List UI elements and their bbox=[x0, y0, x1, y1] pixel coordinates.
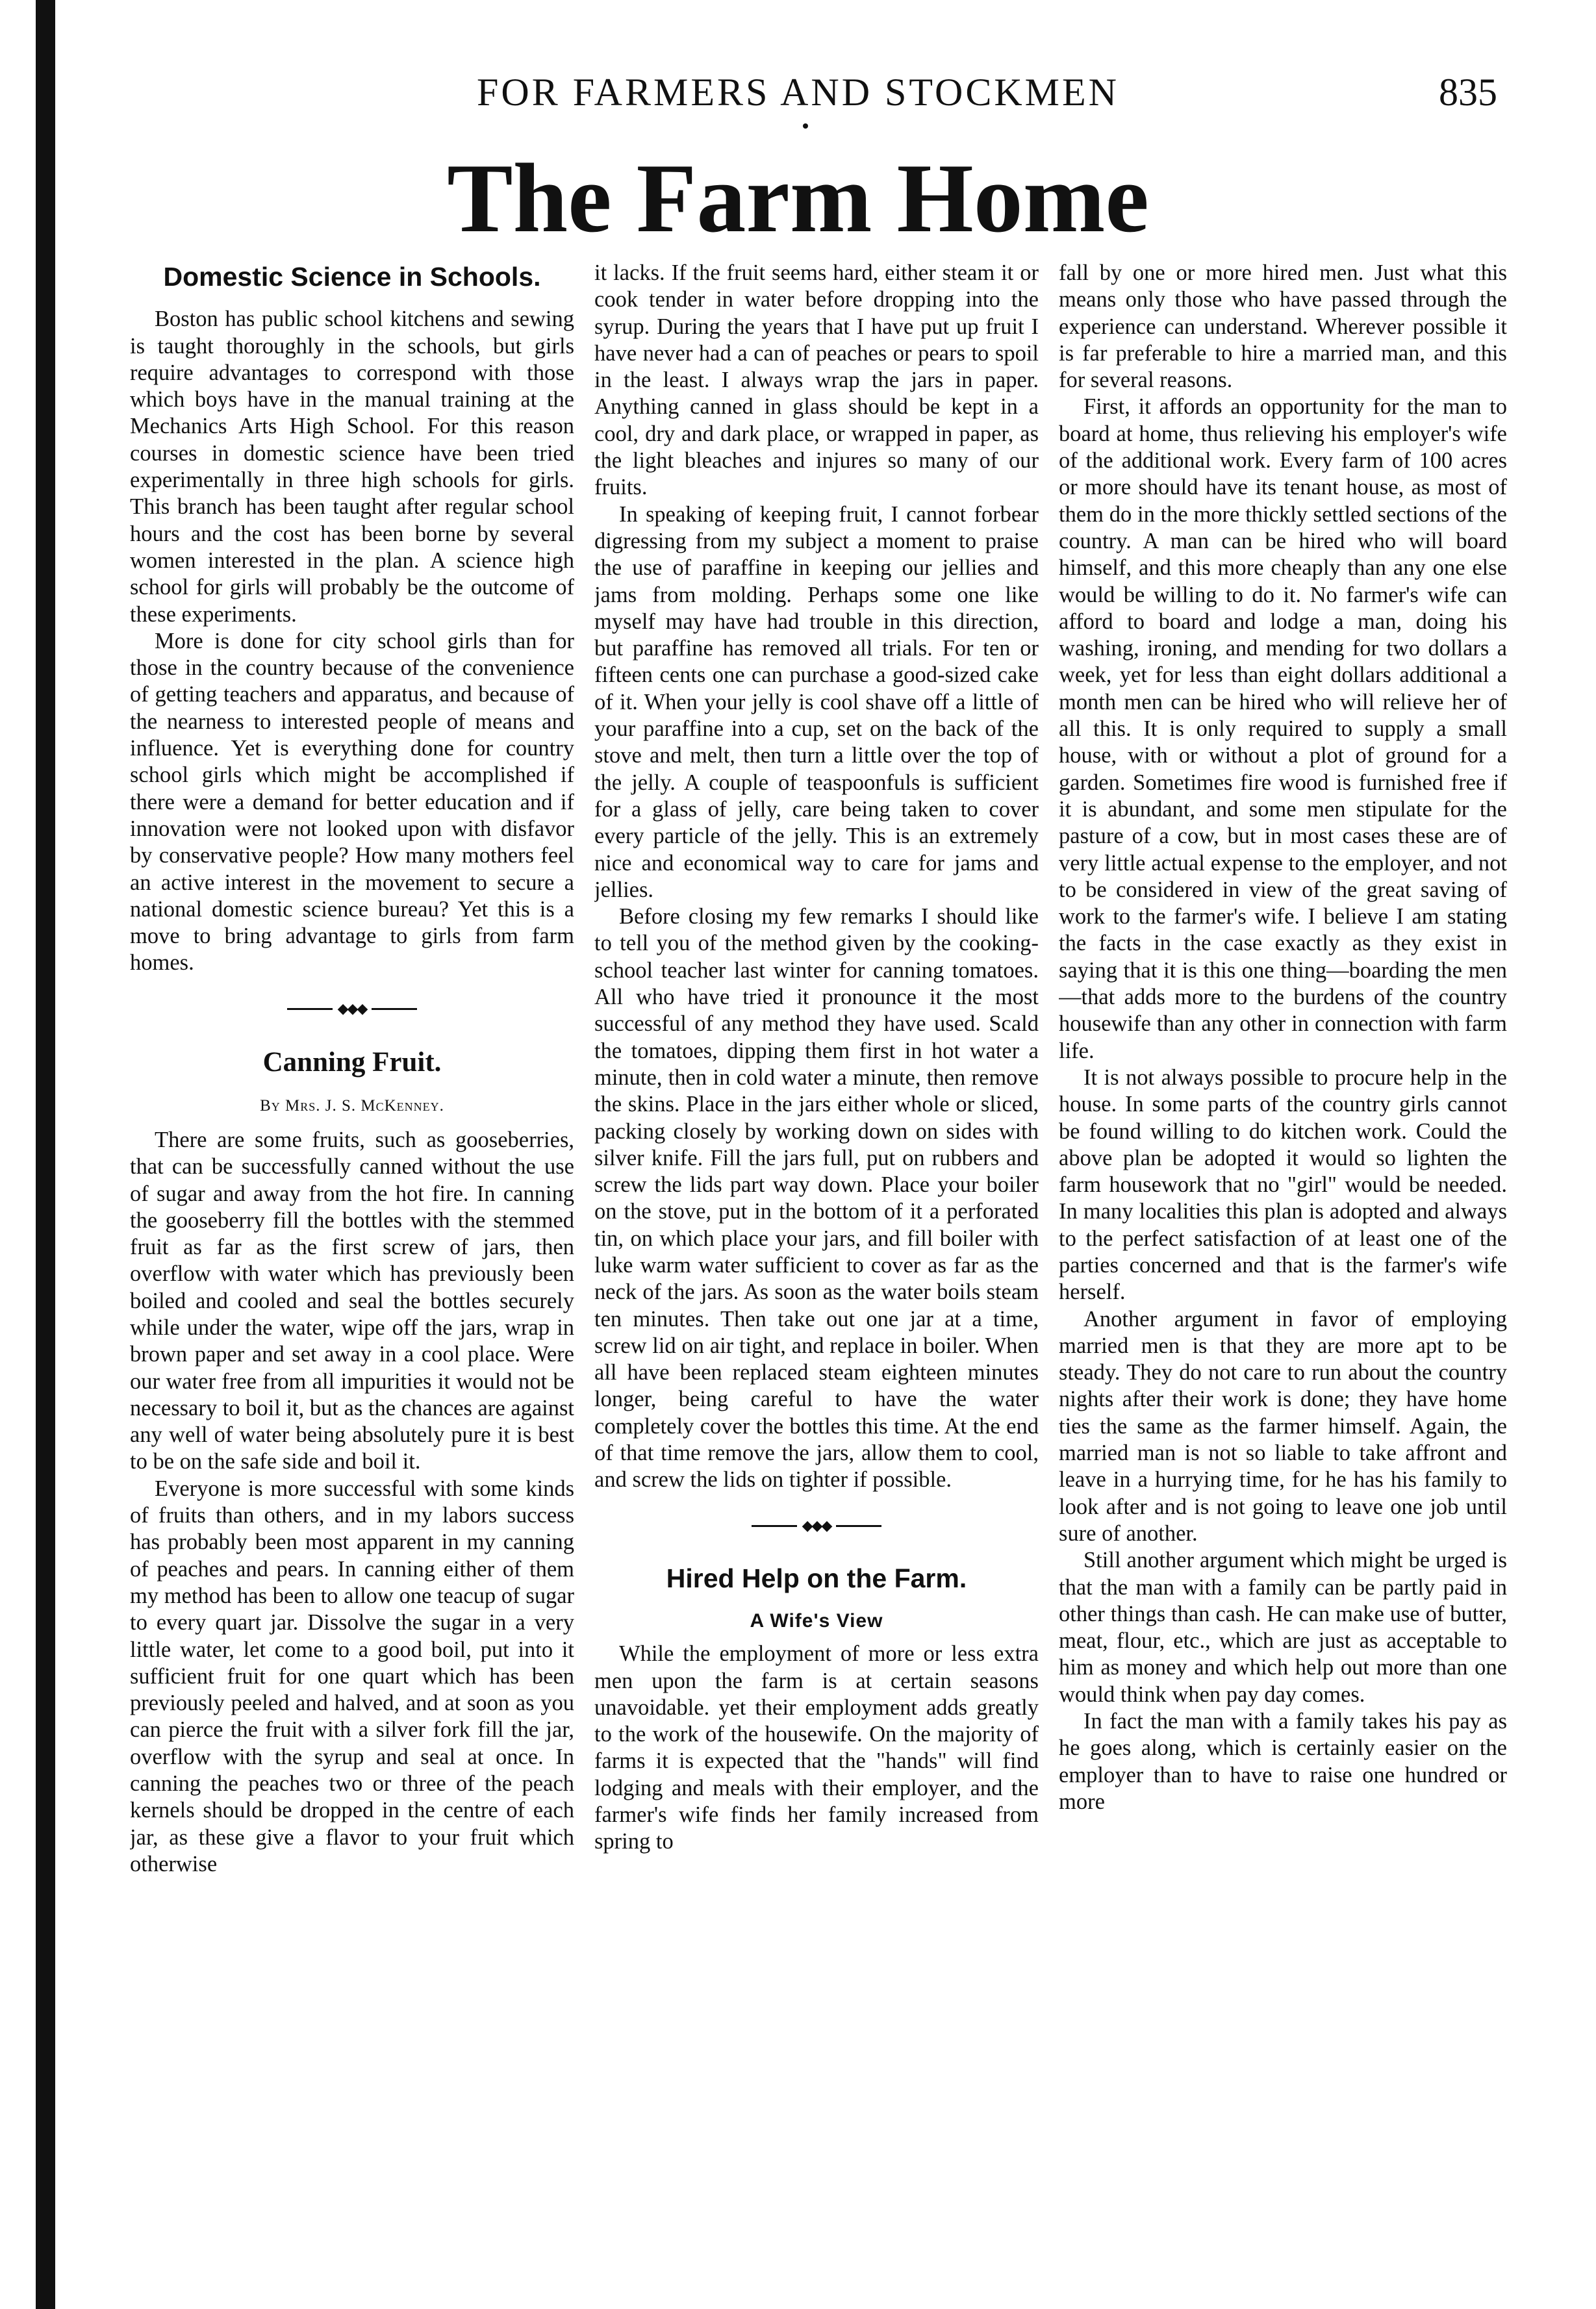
separator-ornament: ◆◆◆ bbox=[333, 999, 372, 1018]
page-number: 835 bbox=[1439, 71, 1497, 114]
binding-edge bbox=[36, 0, 55, 2309]
paragraph: Everyone is more successful with some kinds of fruits than others, and in my labors success has probably been most apparent in my canning of peaches and pears. In canning either of them my method has been to allow one teacup of sugar to every quart jar. Dissolve the sugar in a very little water, let come to a good boil, put into it sufficient fruit for one quart which has been previously peeled and halved, and at soon as you can pierce the fruit with a silver fork fill the jar, overflow with the syrup and seal at once. In canning the peaches two or three of the peach kernels should be dropped in the centre of each jar, as these give a flavor to your fruit which otherwise bbox=[130, 1476, 574, 1876]
paragraph: More is done for city school girls than for those in the country because of the convenience of getting teachers and apparatus, and because of the nearness to interested people of means and influence. Yet is everything done for country school girls which might be accomplished if there were a demand for better education and if innovation were not looked upon with disfavor by conservative people? How many mothers feel an active interest in the movement to secure a national domestic science bureau? Yet this is a move to bring advantage to girls from farm homes. bbox=[130, 628, 574, 976]
article-byline: By Mrs. J. S. McKenney. bbox=[260, 1096, 444, 1115]
section-separator bbox=[594, 1513, 1039, 1539]
paragraph: Boston has public school kitchens and sewing is taught thoroughly in the schools, but girls require advantages to correspond with those which boys have in the manual training at the Mechanics Arts High School. For this reason courses in domestic science have been tried experimentally in three high schools for girls. This branch has been taught after regular school hours and the cost has been borne by several women interested in the plan. A science high school for girls will probably be the outcome of these experiments. bbox=[130, 307, 574, 627]
paragraph: It is not always possible to procure help in the house. In some parts of the country girls cannot be found willing to do kitchen work. Could the above plan be adopted it would so lighten the farm housework that no "girl" would be needed. In many localities this plan is adopted and always to the perfect satisfaction of at least one of the parties concerned and that is the farmer's wife herself. bbox=[1059, 1065, 1507, 1305]
paragraph-continued: fall by one or more hired men. Just what this means only those who have passed through the experience can understand. Wherever possible it is far preferable to hire a married man, and this for several reasons. bbox=[1059, 260, 1507, 393]
header-dot bbox=[803, 123, 808, 129]
running-head: FOR FARMERS AND STOCKMEN bbox=[477, 71, 1119, 114]
separator-ornament: ◆◆◆ bbox=[797, 1516, 836, 1535]
paragraph-continued: it lacks. If the fruit seems hard, either steam it or cook tender in water before dropping into the syrup. During the years that I have put up fruit I have never had a can of peaches or pears to spoil in the least. I always wrap the jars in paper. Anything canned in glass should be kept in a cool, dry and dark place, or wrapped in paper, as the light bleaches and injures so many of our fruits. bbox=[594, 260, 1039, 500]
paragraph: Still another argument which might be urged is that the man with a family can be partly paid in other things than cash. He can make use of butter, meat, flour, etc., which are just as acceptable to him as money and which help out more than one would think when pay day comes. bbox=[1059, 1548, 1507, 1707]
section-separator bbox=[130, 996, 574, 1022]
paragraph: Before closing my few remarks I should like to tell you of the method given by the cooking-school teacher last winter for canning tomatoes. All who have tried it pronounce it the most successful of any method they have used. Scald the tomatoes, dipping them first in hot water a minute, then in cold water a minute, then remove the skins. Place in the jars either whole or sliced, packing closely by working down on sides with silver knife. Fill the jars full, put on rubbers and screw the lids part way down. Place your boiler on the stove, put in the bottom of it a perforated tin, on which place your jars, and fill boiler with luke warm water sufficient to cover as far as the neck of the jars. As soon as the water boils steam ten minutes. Then take out one jar at a time, screw lid on air tight, and replace in boiler. When all have been replaced steam eighteen minutes longer, being careful to have the water completely cover the bottles this time. At the end of that time remove the jars, allow them to cool, and screw the lids on tighter if possible. bbox=[594, 904, 1039, 1493]
column-2 bbox=[594, 260, 1039, 2273]
page-title: The Farm Home bbox=[447, 144, 1149, 253]
paragraph: In speaking of keeping fruit, I cannot forbear digressing from my subject a moment to praise the use of paraffine in keeping our jellies and jams from molding. Perhaps some one like myself may have had trouble in this direction, but paraffine has removed all trials. For ten or fifteen cents one can purchase a good-sized cake of it. When your jelly is cool shave off a little of your paraffine into a cup, set on the back of the stove and melt, then turn a little over the top of the jelly. A couple of teaspoonfuls is sufficient for a glass of jelly, care being taken to cover every particle of the jelly. This is an extremely nice and economical way to care for jams and jellies. bbox=[594, 501, 1039, 902]
article-heading-domestic-science: Domestic Science in Schools. bbox=[163, 262, 541, 292]
article-subheading: A Wife's View bbox=[750, 1609, 883, 1632]
paragraph: While the employment of more or less extra men upon the farm is at certain seasons unavoidable. yet their employment adds greatly to the work of the housewife. On the majority of farms it is expected that the "hands" will find lodging and meals with their employer, and the farmer's wife finds her family increased from spring to bbox=[594, 1641, 1039, 1854]
article-heading-hired-help: Hired Help on the Farm. bbox=[666, 1563, 967, 1593]
paragraph: Another argument in favor of employing married men is that they are more apt to be steady. They do not care to run about the country nights after their work is done; they have home ties the same as the farmer himself. Again, the married man is not so liable to take affront and leave in a hurrying time, for he has his family to look after and is not going to leave one job until sure of another. bbox=[1059, 1306, 1507, 1546]
column-3 bbox=[1059, 260, 1507, 2273]
paragraph: First, it affords an opportunity for the man to board at home, thus relieving his employer's wife of the additional work. Every farm of 100 acres or more should have its tenant house, as most of them do in the more thickly settled sections of the country. A man can be hired who will board himself, and this more cheaply than any one else would be willing to do it. No farmer's wife can afford to board and lodge a man, doing his washing, ironing, and mending for two dollars a week, yet for less than eight dollars additional a month men can be hired who will relieve her of all this. It is only required to supply a small house, with or without a plot of ground for a garden. Sometimes fire wood is furnished free if it is abundant, and some men stipulate for the pasture of a cow, but in most cases these are of very little actual expense to the employer, and not to be considered in view of the great saving of work to the farmer's wife. I believe I am stating the facts in the case exactly as they exist in saying that it is this one thing—boarding the men—that adds more to the burdens of the country housewife than any other in connection with farm life. bbox=[1059, 394, 1507, 1063]
column-1 bbox=[130, 260, 574, 2273]
paragraph: In fact the man with a family takes his pay as he goes along, which is certainly easier on the employer than to have to raise one hundred or more bbox=[1059, 1709, 1507, 1814]
article-heading-canning-fruit: Canning Fruit. bbox=[262, 1046, 442, 1078]
paragraph: There are some fruits, such as gooseberries, that can be successfully canned without the use of sugar and away from the hot fire. In canning the gooseberry fill the bottles with the stemmed fruit as far as the first screw of jars, then overflow with water which has previously been boiled and cooled and seal the bottles securely while under the water, wipe off the jars, wrap in brown paper and set away in a cool place. Were our water free from all impurities it would not be necessary to boil it, but as the chances are against any well of water being absolutely pure it is best to be on the safe side and boil it. bbox=[130, 1127, 574, 1474]
